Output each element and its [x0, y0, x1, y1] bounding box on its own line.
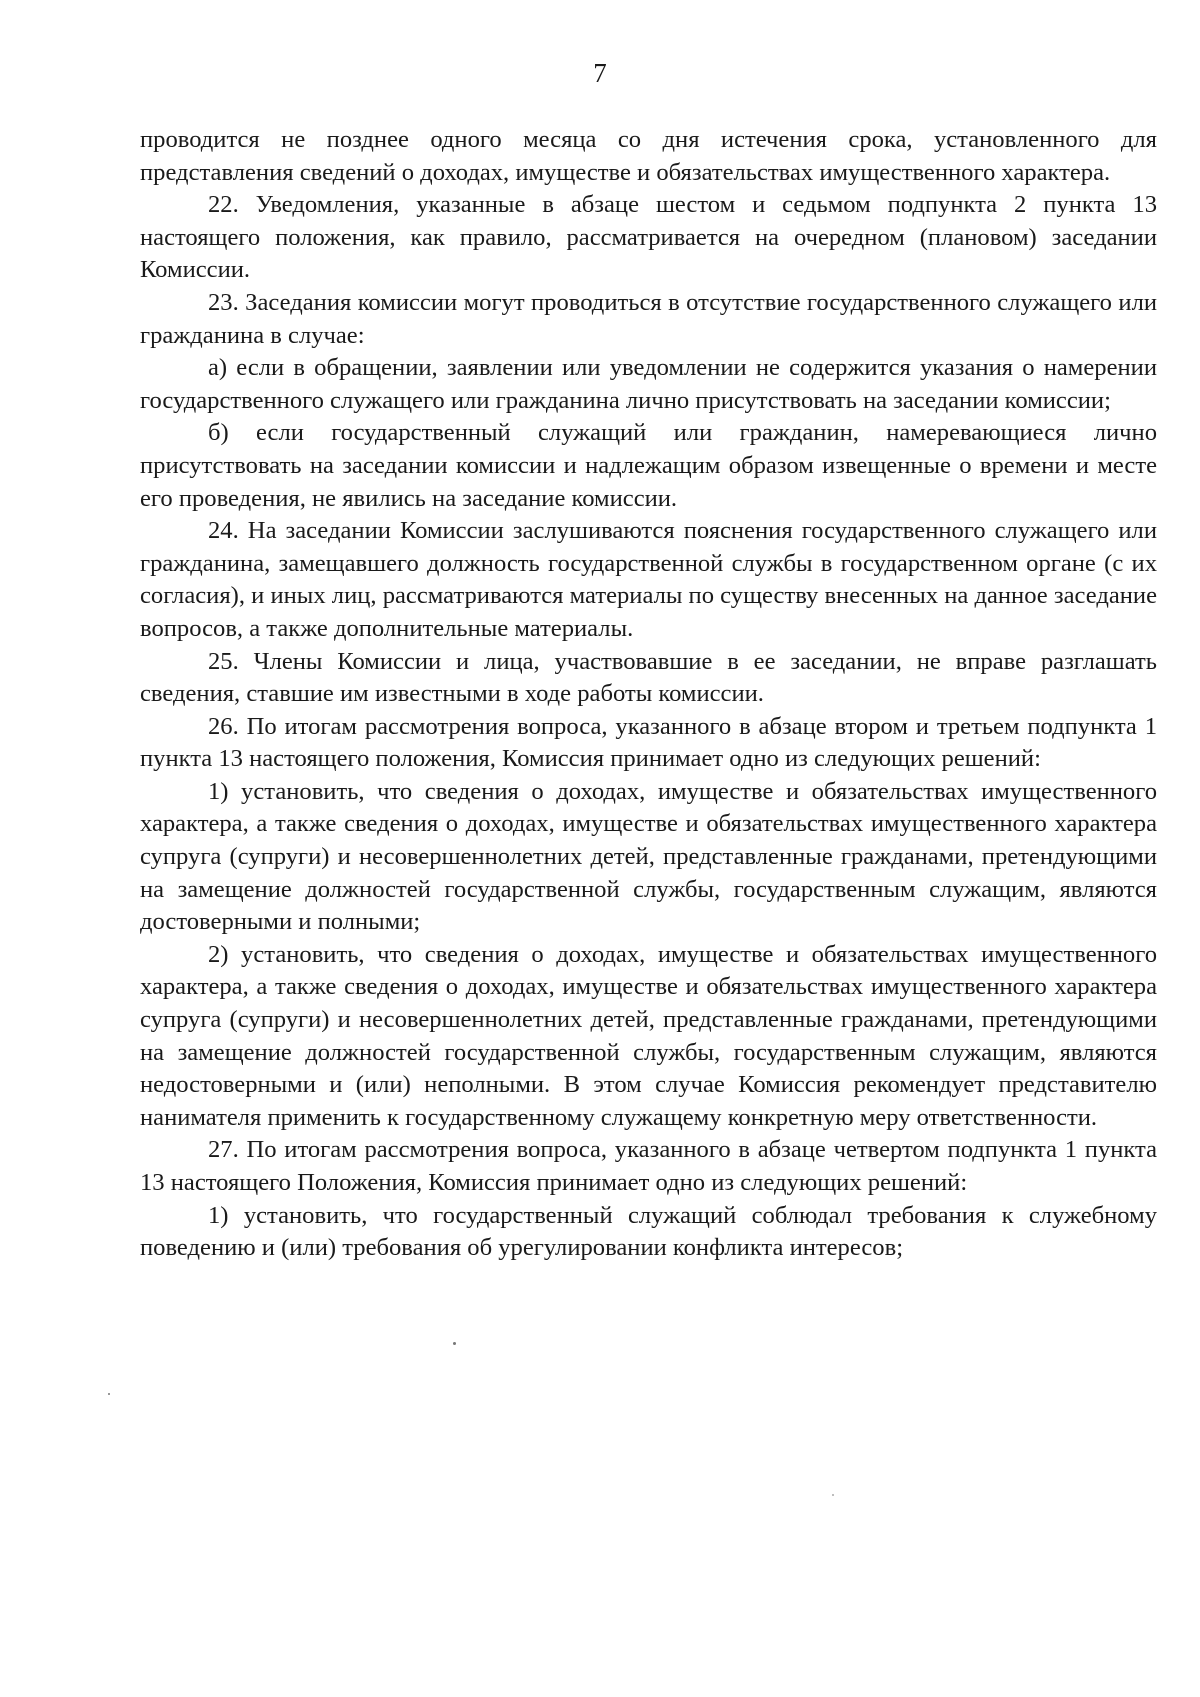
paragraph-25: 25. Члены Комиссии и лица, участвовавшие в ее заседании, не вправе разглашать сведения, ставшие им известными в ходе работы комиссии.	[140, 647, 1157, 708]
paragraph-23-b: б) если государственный служащий или гражданин, намеревающиеся лично присутствовать на заседании комиссии и надлежащим образом извещенные о времени и месте его проведения, не явились на заседание комиссии.	[140, 419, 1157, 512]
paragraph-26: 26. По итогам рассмотрения вопроса, указанного в абзаце втором и третьем подпункта 1 пункта 13 настоящего положения, Комиссия принимает одно из следующих решений:	[140, 712, 1157, 773]
paragraph-23: 23. Заседания комиссии могут проводиться в отсутствие государственного служащего или гражданина в случае:	[140, 288, 1157, 349]
paragraph-22: 22. Уведомления, указанные в абзаце шестом и седьмом подпункта 2 пункта 13 настоящего положения, как правило, рассматривается на очередном (плановом) заседании Комиссии.	[140, 191, 1157, 284]
page-number: 7	[593, 58, 607, 88]
paragraph-continuation: проводится не позднее одного месяца со дня истечения срока, установленного для представления сведений о доходах, имуществе и обязательствах имущественного характера.	[140, 126, 1157, 186]
paragraph-27: 27. По итогам рассмотрения вопроса, указанного в абзаце четвертом подпункта 1 пункта 13 настоящего Положения, Комиссия принимает одно из следующих решений:	[140, 1136, 1157, 1196]
paragraph-27-1: 1) установить, что государственный служащий соблюдал требования к служебному поведению и (или) требования об урегулировании конфликта интересов;	[140, 1201, 1157, 1262]
scan-speck	[453, 1342, 456, 1345]
scan-speck	[832, 1494, 834, 1496]
document-body	[140, 124, 1157, 1265]
paragraph-24: 24. На заседании Комиссии заслушиваются пояснения государственного служащего или гражданина, замещавшего должность государственной службы в государственном органе (с их согласия), и иных лиц, рассматриваются материалы по существу внесенных на данное заседание вопросов, а также дополнительные материалы.	[140, 517, 1157, 642]
paragraph-26-2: 2) установить, что сведения о доходах, имуществе и обязательствах имущественного характера, а также сведения о доходах, имуществе и обязательствах имущественного характера супруга (супруги) и несовершеннолетних детей, представленные гражданами, претендующими на замещение должностей государственной службы, государственным служащим, являются недостоверными и (или) неполными. В этом случае Комиссия рекомендует представителю нанимателя применить к государственному служащему конкретную меру ответственности.	[140, 940, 1157, 1131]
paragraph-23-a: а) если в обращении, заявлении или уведомлении не содержится указания о намерении государственного служащего или гражданина лично присутствовать на заседании комиссии;	[140, 354, 1157, 414]
paragraph-26-1: 1) установить, что сведения о доходах, имуществе и обязательствах имущественного характера, а также сведения о доходах, имуществе и обязательствах имущественного характера супруга (супруги) и несовершеннолетних детей, представленные гражданами, претендующими на замещение должностей государственной службы, государственным служащим, являются достоверными и полными;	[140, 777, 1157, 936]
scan-speck	[108, 1393, 110, 1395]
